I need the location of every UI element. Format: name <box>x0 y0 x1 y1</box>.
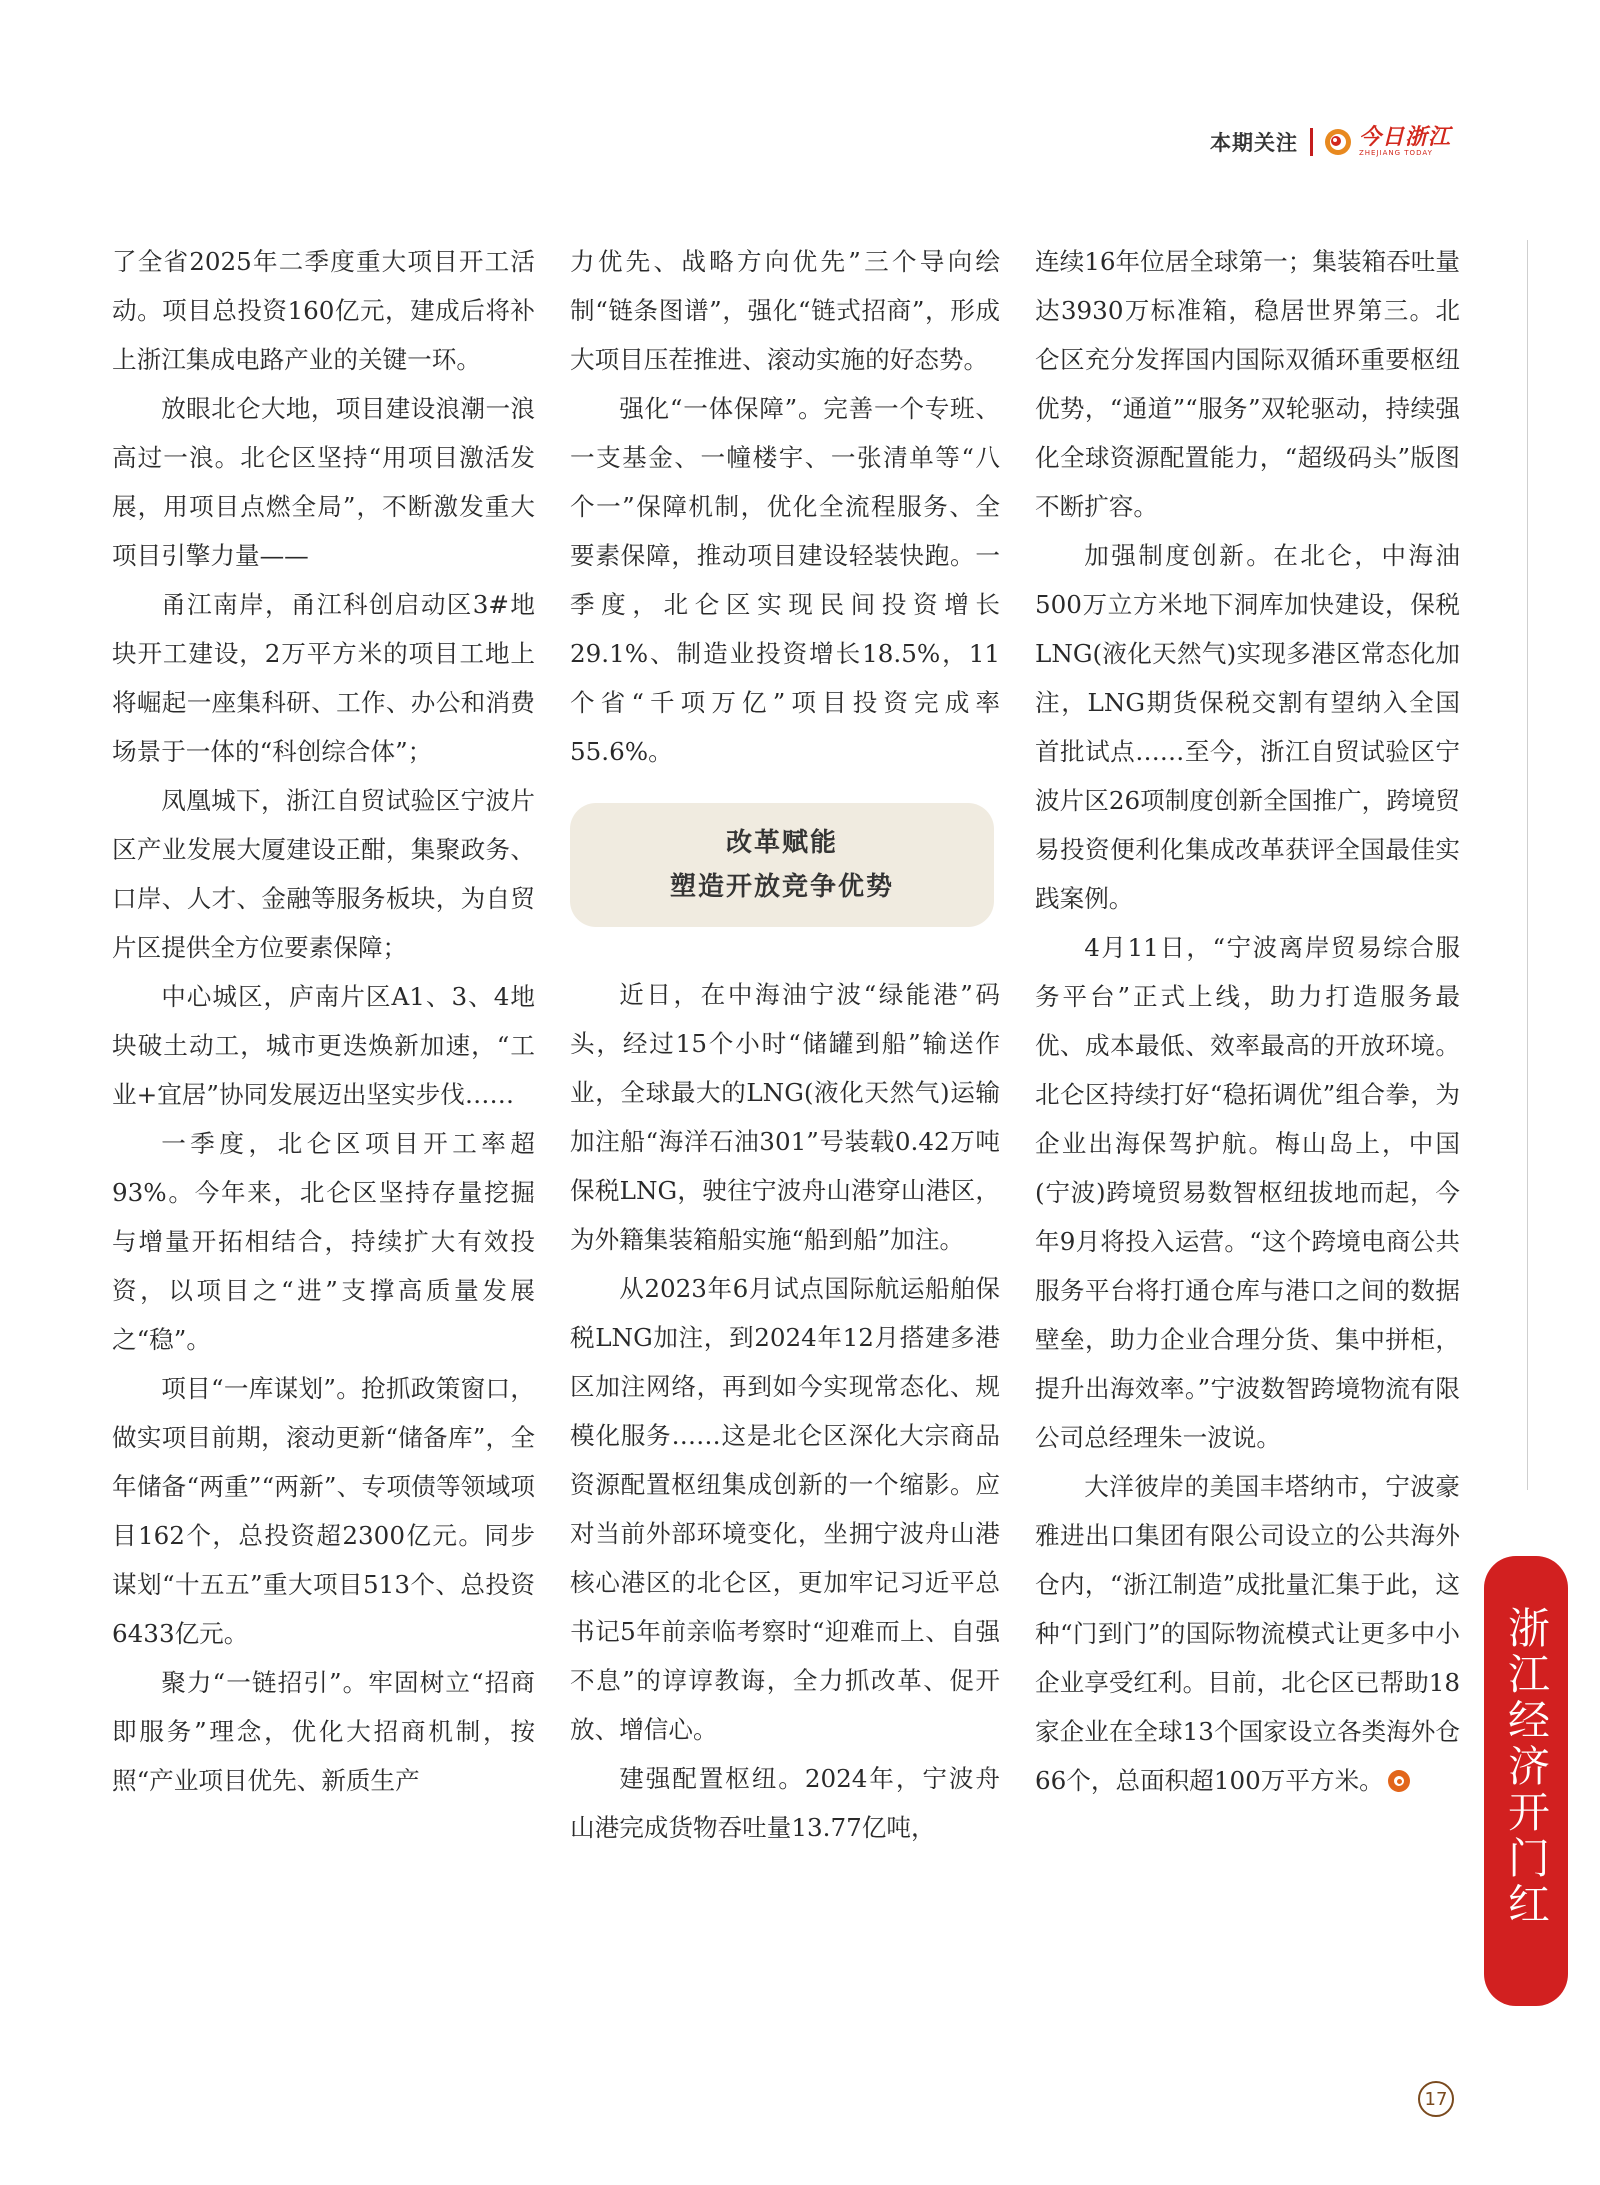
paragraph: 强化“一体保障”。完善一个专班、一支基金、一幢楼宇、一张清单等“八个一”保障机制，优化全流程服务、全要素保障，推动项目建设轻装快跑。一季度，北仑区实现民间投资增长29.1%、制造业投资增长18.5%，11个省“千项万亿”项目投资完成率55.6%。 <box>570 394 1000 766</box>
section-title: 本期关注 <box>1210 131 1298 155</box>
article-column-2 <box>570 237 1000 1852</box>
paragraph: 力优先、战略方向优先”三个导向绘制“链条图谱”，强化“链式招商”，形成大项目压茬推进、滚动实施的好态势。 <box>570 247 1000 374</box>
swirl-end-mark-icon <box>1388 1770 1410 1792</box>
header-divider <box>1310 128 1313 156</box>
paragraph: 加强制度创新。在北仑，中海油500万立方米地下洞库加快建设，保税LNG(液化天然气)实现多港区常态化加注，LNG期货保税交割有望纳入全国首批试点……至今，浙江自贸试验区宁波片区26项制度创新全国推广，跨境贸易投资便利化集成改革获评全国最佳实践案例。 <box>1035 541 1460 913</box>
paragraph-text: 大洋彼岸的美国丰塔纳市，宁波豪雅进出口集团有限公司设立的公共海外仓内，“浙江制造”成批量汇集于此，这种“门到门”的国际物流模式让更多中小企业享受红利。目前，北仑区已帮助18家企业在全球13个国家设立各类海外仓66个，总面积超100万平方米。 <box>1035 1472 1460 1795</box>
sun-swirl-logo-icon <box>1323 127 1353 157</box>
article-column-1 <box>112 237 535 1805</box>
margin-rule <box>1527 240 1528 1490</box>
paragraph: 近日，在中海油宁波“绿能港”码头，经过15个小时“储罐到船”输送作业，全球最大的LNG(液化天然气)运输加注船“海洋石油301”号装载0.42万吨保税LNG，驶往宁波舟山港穿山港区，为外籍集装箱船实施“船到船”加注。 <box>570 980 1000 1254</box>
section-subheading <box>570 803 994 927</box>
paragraph: 聚力“一链招引”。牢固树立“招商即服务”理念，优化大招商机制，按照“产业项目优先、新质生产 <box>112 1668 535 1795</box>
subheading-line-2: 塑造开放竞争优势 <box>669 872 894 902</box>
logo-chinese-name: 今日浙江 <box>1359 124 1452 150</box>
final-paragraph <box>1035 1462 1460 1805</box>
page-header <box>1210 120 1451 164</box>
subheading-line-1: 改革赋能 <box>725 828 838 858</box>
paragraph: 中心城区，庐南片区A1、3、4地块破土动工，城市更迭焕新加速，“工业+宜居”协同发展迈出坚实步伐…… <box>112 982 535 1109</box>
side-tab-label: 浙江经济开门红 <box>1502 1606 1551 1928</box>
page-number: 17 <box>1418 2081 1454 2117</box>
paragraph: 放眼北仑大地，项目建设浪潮一浪高过一浪。北仑区坚持“用项目激活发展，用项目点燃全局”，不断激发重大项目引擎力量—— <box>112 394 535 570</box>
paragraph: 了全省2025年二季度重大项目开工活动。项目总投资160亿元，建成后将补上浙江集成电路产业的关键一环。 <box>112 247 535 374</box>
paragraph: 4月11日，“宁波离岸贸易综合服务平台”正式上线，助力打造服务最优、成本最低、效率最高的开放环境。北仑区持续打好“稳拓调优”组合拳，为企业出海保驾护航。梅山岛上，中国(宁波)跨境贸易数智枢纽拔地而起，今年9月将投入运营。“这个跨境电商公共服务平台将打通仓库与港口之间的数据壁垒，助力企业合理分货、集中拼柜，提升出海效率。”宁波数智跨境物流有限公司总经理朱一波说。 <box>1035 933 1460 1452</box>
article-column-3 <box>1035 237 1460 1805</box>
paragraph: 建强配置枢纽。2024年，宁波舟山港完成货物吞吐量13.77亿吨， <box>570 1764 1000 1842</box>
logo-english-name: ZHEJIANG TODAY <box>1359 148 1433 157</box>
section-side-tab <box>1484 1556 1568 2006</box>
paragraph: 凤凰城下，浙江自贸试验区宁波片区产业发展大厦建设正酣，集聚政务、口岸、人才、金融等服务板块，为自贸片区提供全方位要素保障； <box>112 786 535 962</box>
paragraph: 从2023年6月试点国际航运船舶保税LNG加注，到2024年12月搭建多港区加注网络，再到如今实现常态化、规模化服务……这是北仑区深化大宗商品资源配置枢纽集成创新的一个缩影。应对当前外部环境变化，坐拥宁波舟山港核心港区的北仑区，更加牢记习近平总书记5年前亲临考察时“迎难而上、自强不息”的谆谆教诲，全力抓改革、促开放、增信心。 <box>570 1274 1000 1744</box>
paragraph: 一季度，北仑区项目开工率超93%。今年来，北仑区坚持存量挖掘与增量开拓相结合，持续扩大有效投资，以项目之“进”支撑高质量发展之“稳”。 <box>112 1129 535 1354</box>
publication-logo <box>1323 124 1452 158</box>
paragraph: 连续16年位居全球第一；集装箱吞吐量达3930万标准箱，稳居世界第三。北仑区充分发挥国内国际双循环重要枢纽优势，“通道”“服务”双轮驱动，持续强化全球资源配置能力，“超级码头”版图不断扩容。 <box>1035 247 1460 521</box>
paragraph: 甬江南岸，甬江科创启动区3#地块开工建设，2万平方米的项目工地上将崛起一座集科研、工作、办公和消费场景于一体的“科创综合体”； <box>112 590 535 766</box>
paragraph: 项目“一库谋划”。抢抓政策窗口，做实项目前期，滚动更新“储备库”，全年储备“两重”“两新”、专项债等领域项目162个，总投资超2300亿元。同步谋划“十五五”重大项目513个、总投资6433亿元。 <box>112 1374 535 1648</box>
